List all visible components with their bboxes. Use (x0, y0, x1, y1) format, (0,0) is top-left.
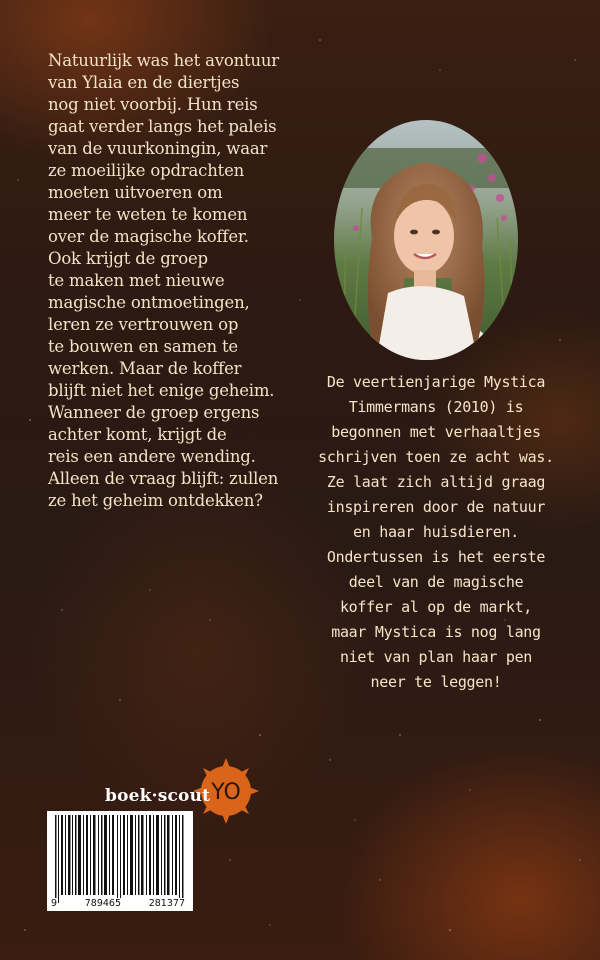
barcode-digit-first: 9 (51, 898, 58, 909)
author-bio: De veertienjarige Mystica Timmermans (2010) is begonnen met verhaaltjes schrijven toen ze acht was. Ze laat zich altijd graag inspireren door de natuur en haar huisdieren. Ondertussen is het eerste deel van de magische koffer al op de markt, maar Mystica is nog lang niet van plan haar pen neer te leggen! (318, 373, 554, 691)
barcode-digits (47, 898, 193, 909)
barcode-digit-group-2: 281377 (148, 898, 185, 909)
author-portrait (332, 118, 520, 362)
book-blurb: Natuurlijk was het avontuur van Ylaia en de diertjes nog niet voorbij. Hun reis gaat verder langs het paleis van de vuurkoningin, waar ze moeilijke opdrachten moeten uitvoeren om meer te weten te komen over de magische koffer. Ook krijgt de groep te maken met nieuwe magische ontmoetingen, leren ze vertrouwen op te bouwen en samen te werken. Maar de koffer blijft niet het enige geheim. Wanneer de groep ergens achter komt, krijgt de reis een andere wending. Alleen de vraag blijft: zullen ze het geheim ontdekken? (48, 51, 279, 510)
yo-imprint-text: YO (211, 780, 241, 805)
barcode-digit-group-1: 789465 (84, 898, 122, 909)
isbn-barcode (47, 811, 193, 911)
publisher-name: boek·scout (105, 786, 211, 806)
barcode-bars (47, 811, 193, 911)
